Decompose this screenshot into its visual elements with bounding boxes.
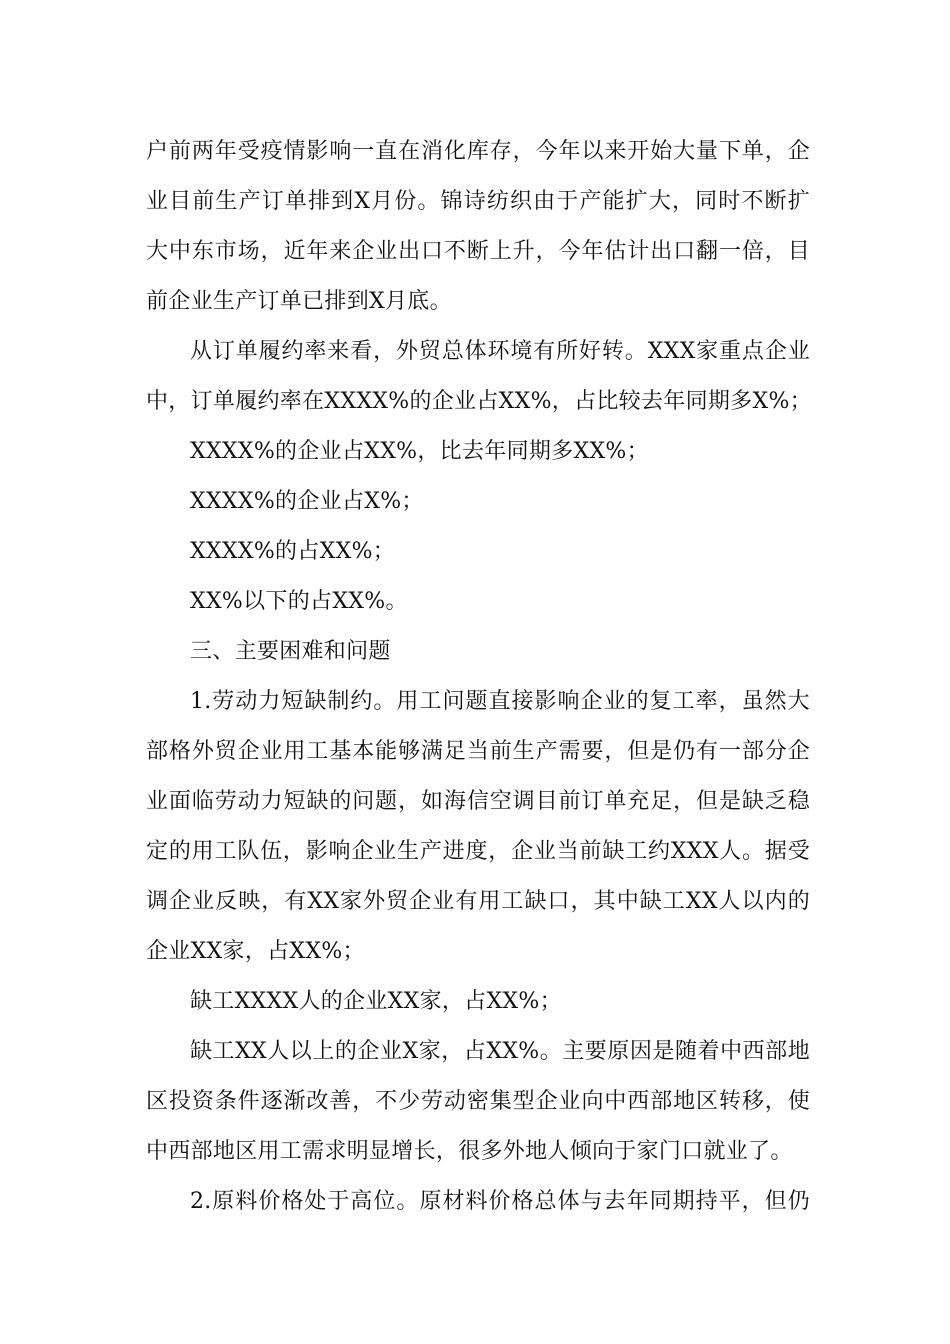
paragraph-first-line: 从订单履约率来看，外贸总体环境有所好转。XXX家重点企业 xyxy=(190,339,810,364)
body-text-line: 业目前生产订单排到X月份。锦诗纺织由于产能扩大，同时不断扩 xyxy=(146,189,810,214)
section-heading: 三、主要困难和问题 xyxy=(190,639,391,664)
list-item: XXXX%的企业占XX%，比去年同期多XX%； xyxy=(190,439,649,464)
list-item: XXXX%的企业占X%； xyxy=(190,489,424,514)
body-text-line: 中，订单履约率在XXXX%的企业占XX%，占比较去年同期多X%； xyxy=(146,389,812,414)
paragraph-first-line: 缺工XXXX人的企业XX家，占XX%； xyxy=(190,989,562,1014)
body-text-line: 区投资条件逐渐改善，不少劳动密集型企业向中西部地区转移，使 xyxy=(146,1089,810,1114)
body-text-line: 定的用工队伍，影响企业生产进度，企业当前缺工约XXX人。据受 xyxy=(146,839,810,864)
body-text-line: 大中东市场，近年来企业出口不断上升，今年估计出口翻一倍，目 xyxy=(146,239,810,264)
body-text-line: 前企业生产订单已排到X月底。 xyxy=(146,289,452,314)
list-item: XXXX%的占XX%； xyxy=(190,539,396,564)
body-text-line: 调企业反映，有XX家外贸企业有用工缺口，其中缺工XX人以内的 xyxy=(146,889,810,914)
list-item: XX%以下的占XX%。 xyxy=(190,589,408,614)
body-text-line: 企业XX家，占XX%； xyxy=(146,939,365,964)
body-text-line: 中西部地区用工需求明显增长，很多外地人倾向于家门口就业了。 xyxy=(146,1139,793,1164)
body-text-line: 户前两年受疫情影响一直在消化库存，今年以来开始大量下单，企 xyxy=(146,139,810,164)
body-text-line: 部格外贸企业用工基本能够满足当前生产需要，但是仍有一部分企 xyxy=(146,739,810,764)
paragraph-first-line: 1.劳动力短缺制约。用工问题直接影响企业的复工率，虽然大 xyxy=(190,689,810,714)
paragraph-first-line: 缺工XX人以上的企业X家，占XX%。主要原因是随着中西部地 xyxy=(190,1039,810,1064)
body-text-line: 业面临劳动力短缺的问题，如海信空调目前订单充足，但是缺乏稳 xyxy=(146,789,810,814)
paragraph-first-line: 2.原料价格处于高位。原材料价格总体与去年同期持平，但仍 xyxy=(190,1189,810,1214)
